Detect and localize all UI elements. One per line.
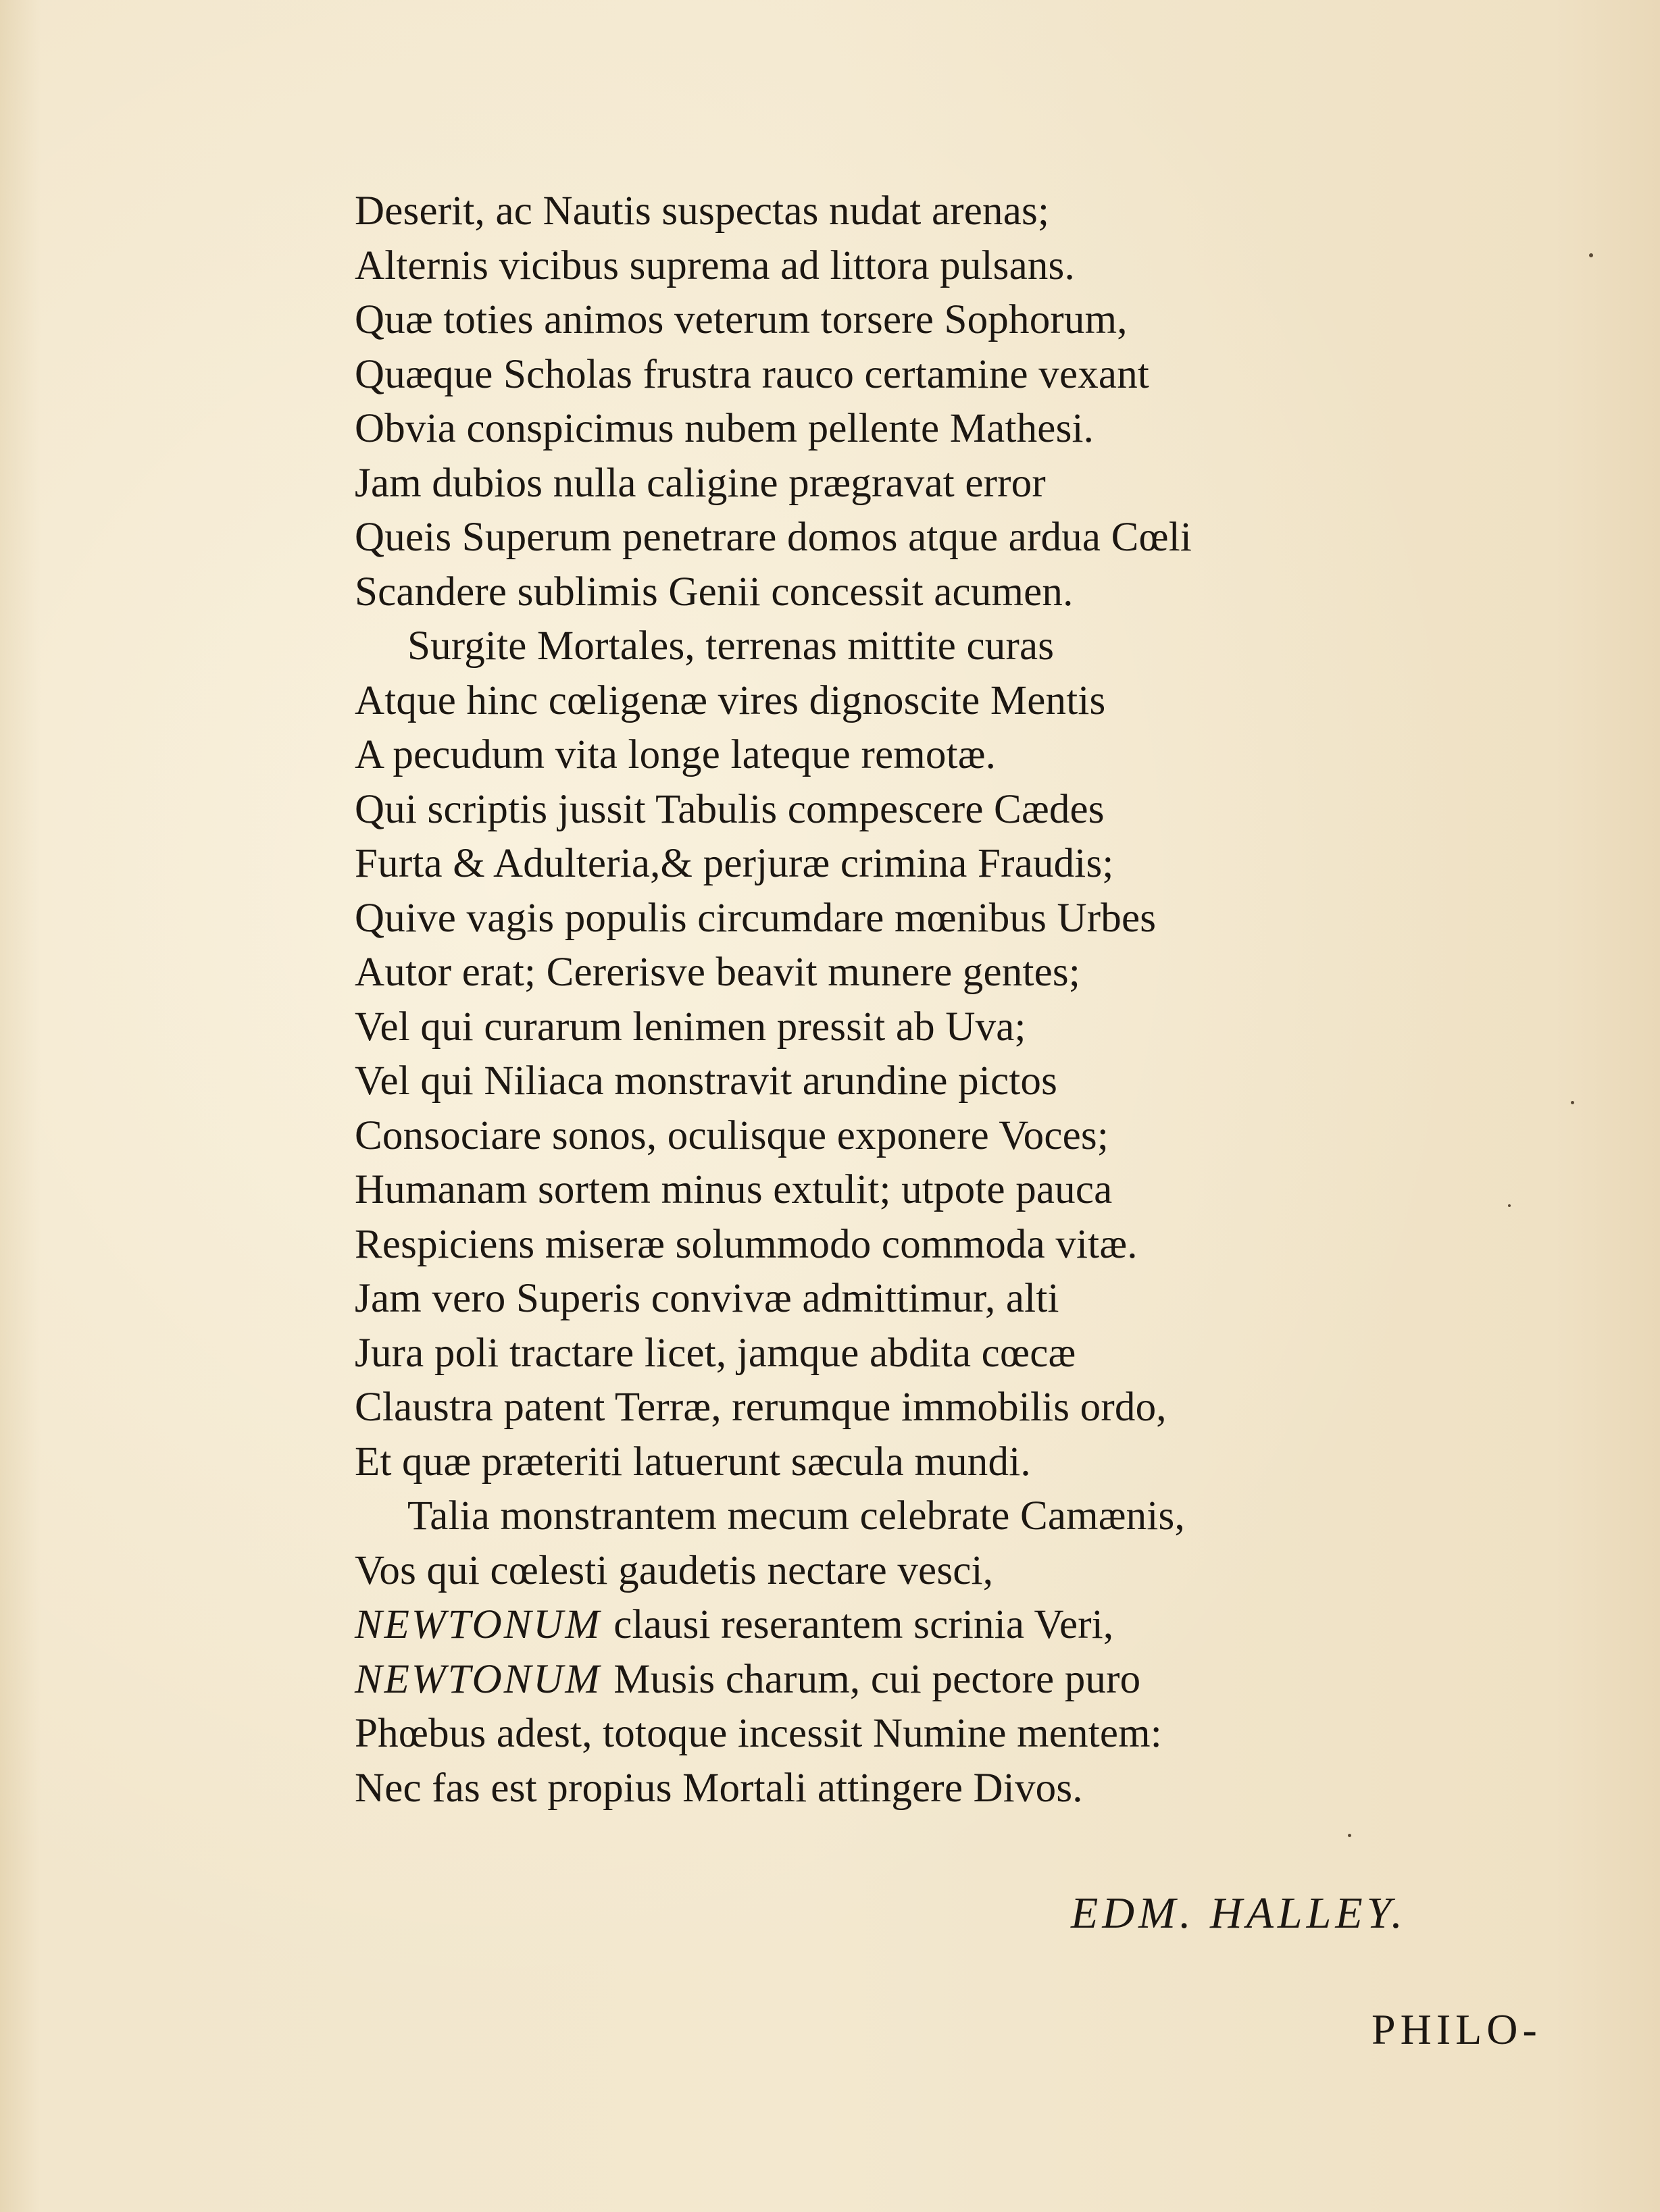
verse-line [355,1000,1503,1055]
verse-line [355,184,1503,239]
verse-text: Scandere sublimis Genii concessit acumen. [355,569,1074,615]
verse-text: Autor erat; Cererisve beavit munere gentes; [355,950,1080,995]
verse-line [355,1544,1503,1599]
verse-text: Claustra patent Terræ, rerumque immobilis ordo, [355,1385,1167,1430]
verse-line [355,674,1503,729]
verse-text: Phœbus adest, totoque incessit Numine mentem: [355,1711,1162,1756]
verse-line [355,1327,1503,1381]
verse-text: Consociare sonos, oculisque exponere Voces; [355,1112,1109,1158]
verse-line [355,1381,1503,1435]
ink-speck [1571,1101,1574,1104]
verse-line [355,1435,1503,1490]
verse-text: Obvia conspicimus nubem pellente Mathesi. [355,406,1095,451]
ink-speck [1508,1204,1511,1207]
signature: EDM. HALLEY. [1071,1888,1407,1938]
verse-text: Queis Superum penetrare domos atque ardua Cœli [355,515,1192,560]
verse-line [355,1598,1503,1653]
verse-text: Vel qui curarum lenimen pressit ab Uva; [355,1004,1026,1050]
verse-line [355,1163,1503,1218]
verse-text: Furta & Adulteria,& perjuræ crimina Fraudis; [355,841,1114,886]
verse-line [355,457,1503,511]
verse-line [355,1054,1503,1109]
verse-text: Musis charum, cui pectore puro [613,1656,1141,1702]
verse-text: Quæ toties animos veterum torsere Sophorum, [355,297,1128,342]
verse-line [355,1707,1503,1761]
verse-line [355,1272,1503,1327]
verse-text: Atque hinc cœligenæ vires dignoscite Mentis [355,677,1106,723]
verse-line [355,783,1503,838]
verse-line [355,1218,1503,1272]
verse-line [355,946,1503,1000]
verse-text: Et quæ præteriti latuerunt sæcula mundi. [355,1439,1031,1485]
verse-line [355,1109,1503,1164]
verse-line [355,293,1503,348]
verse-name: NEWTONUM [355,1656,602,1702]
verse-text: Vos qui cœlesti gaudetis nectare vesci, [355,1547,994,1593]
verse-name: NEWTONUM [355,1602,602,1647]
verse-text: Surgite Mortales, terrenas mittite curas [407,623,1055,669]
verse-text: Jura poli tractare licet, jamque abdita cœcæ [355,1330,1076,1376]
verse-line [355,619,1503,674]
verse-line [355,728,1503,783]
verse-line [355,892,1503,946]
catchword: PHILO- [1372,2005,1542,2053]
verse-line [355,1653,1503,1707]
verse-text: Talia monstrantem mecum celebrate Camænis, [407,1493,1185,1539]
ink-speck [1348,1834,1351,1837]
verse-line [355,1489,1503,1544]
verse-text: A pecudum vita longe lateque remotæ. [355,732,997,777]
verse-text: Quive vagis populis circumdare mœnibus Urbes [355,895,1157,941]
verse-text: Vel qui Niliaca monstravit arundine pictos [355,1058,1058,1104]
verse-text: clausi reserantem scrinia Veri, [613,1602,1114,1647]
verse-text: Quæque Scholas frustra rauco certamine vexant [355,351,1150,397]
verse-line [355,1761,1503,1816]
verse-line [355,511,1503,565]
verse-text: Humanam sortem minus extulit; utpote pauca [355,1167,1113,1212]
verse-text: Deserit, ac Nautis suspectas nudat arenas; [355,188,1050,234]
verse-text: Respiciens miseræ solummodo commoda vitæ. [355,1221,1138,1267]
verse-text: Alternis vicibus suprema ad littora pulsans. [355,242,1075,288]
verse-text: Qui scriptis jussit Tabulis compescere Cædes [355,786,1105,832]
verse-line [355,565,1503,620]
verse-line [355,837,1503,892]
verse-line [355,348,1503,403]
verse-line [355,239,1503,294]
poem-verse [355,184,1503,1816]
verse-text: Nec fas est propius Mortali attingere Divos. [355,1765,1083,1811]
verse-text: Jam dubios nulla caligine prægravat error [355,460,1046,506]
ink-speck [1589,253,1593,257]
verse-line [355,402,1503,457]
verse-text: Jam vero Superis convivæ admittimur, alti [355,1276,1059,1321]
